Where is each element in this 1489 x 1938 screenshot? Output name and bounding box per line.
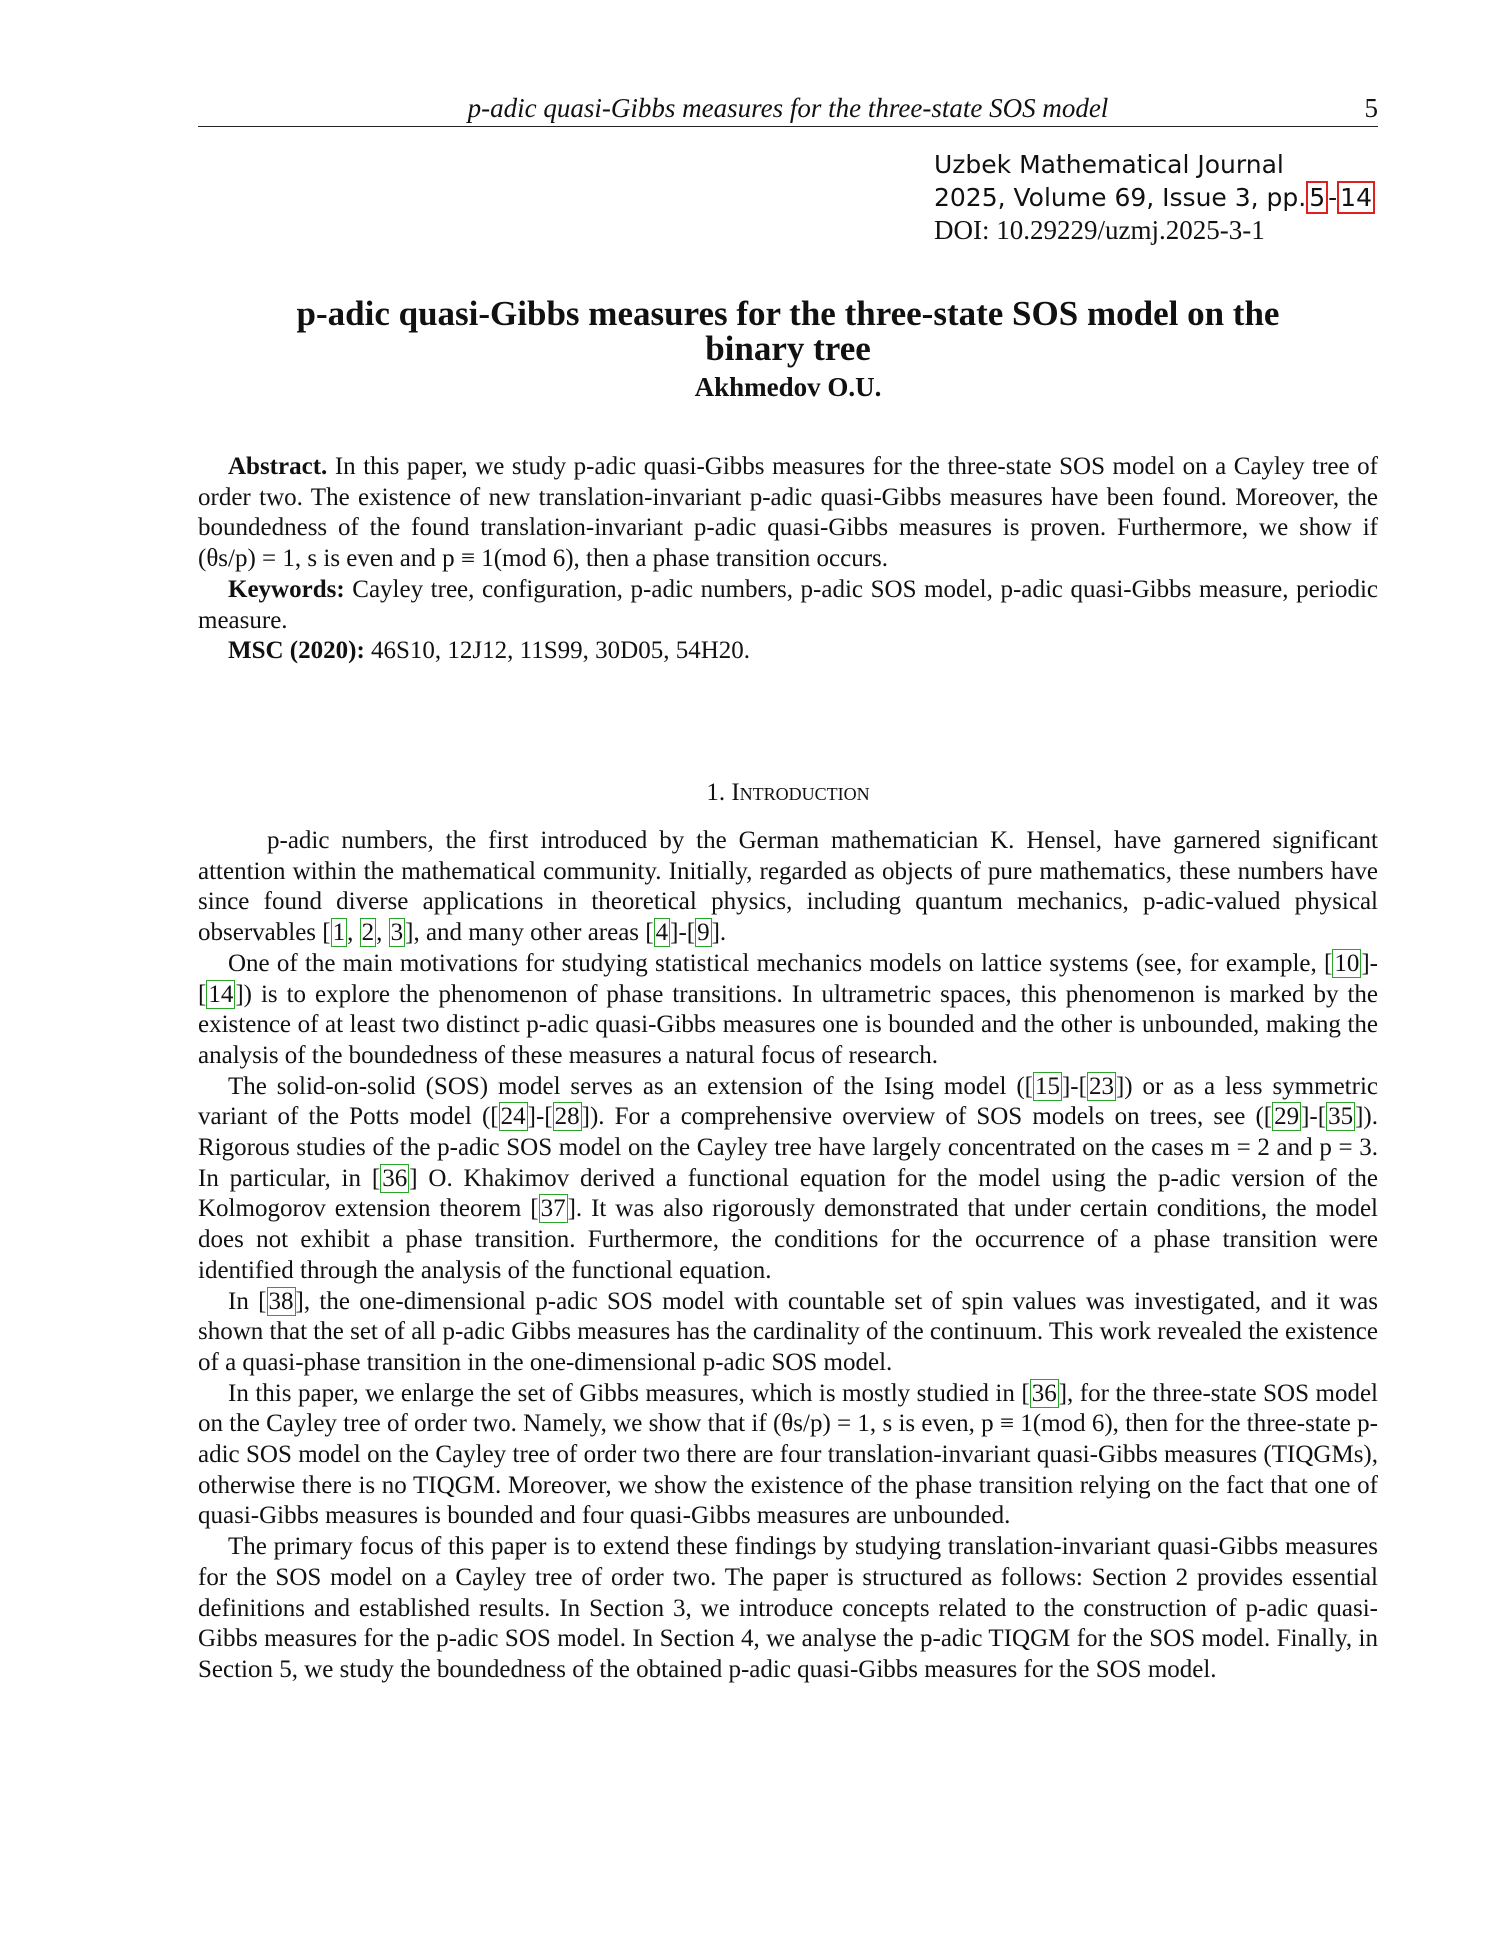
p4-text-b: , the one-dimensional p-adic SOS model with countable set of spin values was investigated, and it was shown that the set of all p-adic Gibbs measures has the cardinality of the continuum. This work revealed the existence of a quasi-phase transition in the one-dimensional p-adic SOS model. (198, 1287, 1379, 1376)
section-heading (198, 778, 1378, 808)
citation-link[interactable]: 28 (554, 1103, 580, 1131)
citation-link[interactable]: 4 (655, 919, 669, 947)
p3-text-a: The solid-on-solid (SOS) model serves as an extension of the Ising model ( (228, 1072, 1025, 1100)
citation-link[interactable]: 10 (1334, 949, 1360, 977)
citation-link[interactable]: 36 (382, 1164, 408, 1192)
section-number: 1. (706, 779, 726, 806)
page-range-separator: - (1328, 183, 1338, 212)
citation-link[interactable]: 24 (500, 1103, 526, 1131)
paragraph-3: The solid-on-solid (SOS) model serves as an extension of the Ising model ([15]-[23]) or as a less symmetric variant of the Potts model ([24]-[28]). For a comprehensive overview of SOS models on trees, see ([29]-[35]). Rigorous studies of the p-adic SOS model on the Cayley tree have largely concentrated on the cases m = 2 and p = 3. In particular, in [36] O. Khakimov derived a functional equation for the model using the p-adic version of the Kolmogorov extension theorem [37]. It was also rigorously demonstrated that under certain conditions, the model does not exhibit a phase transition. Furthermore, the conditions for the occurrence of a phase transition were identified through the analysis of the functional equation. (198, 1072, 1379, 1284)
keywords-text: Cayley tree, configuration, p-adic numbers, p-adic SOS model, p-adic quasi-Gibbs measure, periodic measure. (198, 575, 1378, 634)
citation-link[interactable]: 15 (1034, 1072, 1060, 1100)
keywords-label: Keywords: (228, 575, 345, 603)
p5-text-b: , for the three-state SOS model on the Cayley tree of order two. Namely, we show that if (θs/p) = 1, s is even, p ≡ 1(mod 6), then for the three-state p-adic SOS model on the Cayley tree of order two there are four translation-invariant quasi-Gibbs measures (TIQGMs), otherwise there is no TIQGM. Moreover, we show the existence of the phase transition relying on the fact that one of quasi-Gibbs measures is bounded and four quasi-Gibbs measures are unbounded. (198, 1379, 1378, 1530)
citation-link[interactable]: 1 (332, 919, 346, 947)
abstract-text: In this paper, we study p-adic quasi-Gibbs measures for the three-state SOS model on a Cayley tree of order two. The existence of new translation-invariant p-adic quasi-Gibbs measures have been found. Moreover, the boundedness of the found translation-invariant p-adic quasi-Gibbs measures is proven. Furthermore, we show if (θs/p) = 1, s is even and p ≡ 1(mod 6), then a phase transition occurs. (198, 453, 1379, 573)
paragraph-1: p-adic numbers, the first introduced by the German mathematician K. Hensel, have garnered significant attention within the mathematical community. Initially, regarded as objects of pure mathematics, these numbers have since found diverse applications in theoretical physics, including quantum mechanics, p-adic-valued physical observables [1, 2, 3], and many other areas [4]-[9]. (198, 827, 1378, 947)
citation-link[interactable]: 29 (1274, 1103, 1300, 1131)
abstract-block (198, 452, 1378, 667)
running-header (198, 90, 1378, 127)
journal-issue (934, 181, 1375, 214)
citation-link[interactable]: 36 (1031, 1379, 1057, 1407)
p1-text-b: , and many other areas (413, 919, 640, 947)
msc (198, 636, 1378, 667)
paragraph-4: In [38], the one-dimensional p-adic SOS model with countable set of spin values was investigated, and it was shown that the set of all p-adic Gibbs measures has the cardinality of the continuum. This work revealed the existence of a quasi-phase transition in the one-dimensional p-adic SOS model. (198, 1287, 1379, 1376)
citation-link[interactable]: 37 (540, 1195, 566, 1223)
paragraph-6: The primary focus of this paper is to extend these findings by studying translation-invariant quasi-Gibbs measures for the SOS model on a Cayley tree of order two. The paper is structured as follows: Section 2 provides essential definitions and established results. In Section 3, we introduce concepts related to the construction of p-adic quasi-Gibbs measures for the p-adic SOS model. In Section 4, we analyse the p-adic TIQGM for the SOS model. Finally, in Section 5, we study the boundedness of the obtained p-adic quasi-Gibbs measures for the SOS model. (198, 1533, 1378, 1683)
p3-text-f: . It was also rigorously demonstrated that under certain conditions, the model does not exhibit a phase transition. Furthermore, the conditions for the occurrence of a phase transition were identified through the analysis of the functional equation. (198, 1195, 1379, 1284)
citation-link[interactable]: 2 (361, 919, 375, 947)
journal-info (934, 148, 1375, 247)
page-end-link[interactable]: 14 (1337, 181, 1375, 214)
paragraph-5: In this paper, we enlarge the set of Gibbs measures, which is mostly studied in [36], for the three-state SOS model on the Cayley tree of order two. Namely, we show that if (θs/p) = 1, s is even, p ≡ 1(mod 6), then for the three-state p-adic SOS model on the Cayley tree of order two there are four translation-invariant quasi-Gibbs measures (TIQGMs), otherwise there is no TIQGM. Moreover, we show the existence of the phase transition relying on the fact that one of quasi-Gibbs measures is bounded and four quasi-Gibbs measures are unbounded. (198, 1379, 1378, 1530)
citation-link[interactable]: 3 (390, 919, 404, 947)
msc-label: MSC (2020): (228, 637, 365, 665)
paper-title (198, 296, 1378, 366)
doi: DOI: 10.29229/uzmj.2025-3-1 (934, 215, 1265, 245)
p2-text-a: One of the main motivations for studying statistical mechanics models on lattice systems (see, for example, (228, 949, 1317, 977)
p3-text-d: ). Rigorous studies of the p-adic SOS model on the Cayley tree have largely concentrated on the cases m = 2 and p = 3. In particular, in (198, 1103, 1378, 1192)
p4-text-a: In (228, 1287, 249, 1315)
journal-issue-text: 2025, Volume 69, Issue 3, pp. (934, 183, 1307, 212)
abstract-label: Abstract. (228, 453, 328, 480)
p3-text-e: O. Khakimov derived a functional equation for the model using the p-adic version of the Kolmogorov extension theorem (198, 1164, 1379, 1223)
journal-name: Uzbek Mathematical Journal (934, 150, 1284, 179)
running-title: p-adic quasi-Gibbs measures for the three-state SOS model (467, 93, 1109, 123)
citation-link[interactable]: 38 (268, 1287, 294, 1315)
msc-text: 46S10, 12J12, 11S99, 30D05, 54H20. (371, 637, 750, 665)
abstract (198, 452, 1378, 575)
citation-link[interactable]: 14 (208, 980, 234, 1008)
p1-text-a: p-adic numbers, the first introduced by the German mathematician K. Hensel, have garnered significant attention within the mathematical community. Initially, regarded as objects of pure mathematics, these numbers have since found diverse applications in theoretical physics, including quantum mechanics, p-adic-valued physical observables (198, 827, 1378, 947)
citation-link[interactable]: 23 (1088, 1072, 1114, 1100)
keywords (198, 575, 1378, 636)
paragraph-2: One of the main motivations for studying statistical mechanics models on lattice systems (see, for example, [10]-[14]) is to explore the phenomenon of phase transitions. In ultrametric spaces, this phenomenon is marked by the existence of at least two distinct p-adic quasi-Gibbs measures one is bounded and the other is unbounded, making the analysis of the boundedness of these measures a natural focus of research. (198, 949, 1378, 1069)
title-line-1: p-adic quasi-Gibbs measures for the three-state SOS model on the (296, 294, 1280, 333)
p2-text-b: ) is to explore the phenomenon of phase transitions. In ultrametric spaces, this phenomenon is marked by the existence of at least two distinct p-adic quasi-Gibbs measures one is bounded and the other is unbounded, making the analysis of the boundedness of these measures a natural focus of research. (198, 980, 1378, 1069)
introduction-body (198, 826, 1378, 1686)
section-title: Introduction (731, 779, 870, 806)
title-line-2: binary tree (705, 329, 871, 368)
citation-link[interactable]: 35 (1328, 1103, 1354, 1131)
p3-text-b: ) or as a less symmetric variant of the Potts model ( (198, 1072, 1378, 1131)
p5-text-a: In this paper, we enlarge the set of Gibbs measures, which is mostly studied in (228, 1379, 1015, 1407)
p3-text-c: ). For a comprehensive overview of SOS models on trees, see ( (589, 1103, 1264, 1131)
citation-link[interactable]: 9 (697, 919, 710, 947)
page-number: 5 (1364, 93, 1378, 123)
page-start-link[interactable]: 5 (1306, 181, 1328, 214)
author: Akhmedov O.U. (694, 372, 882, 402)
